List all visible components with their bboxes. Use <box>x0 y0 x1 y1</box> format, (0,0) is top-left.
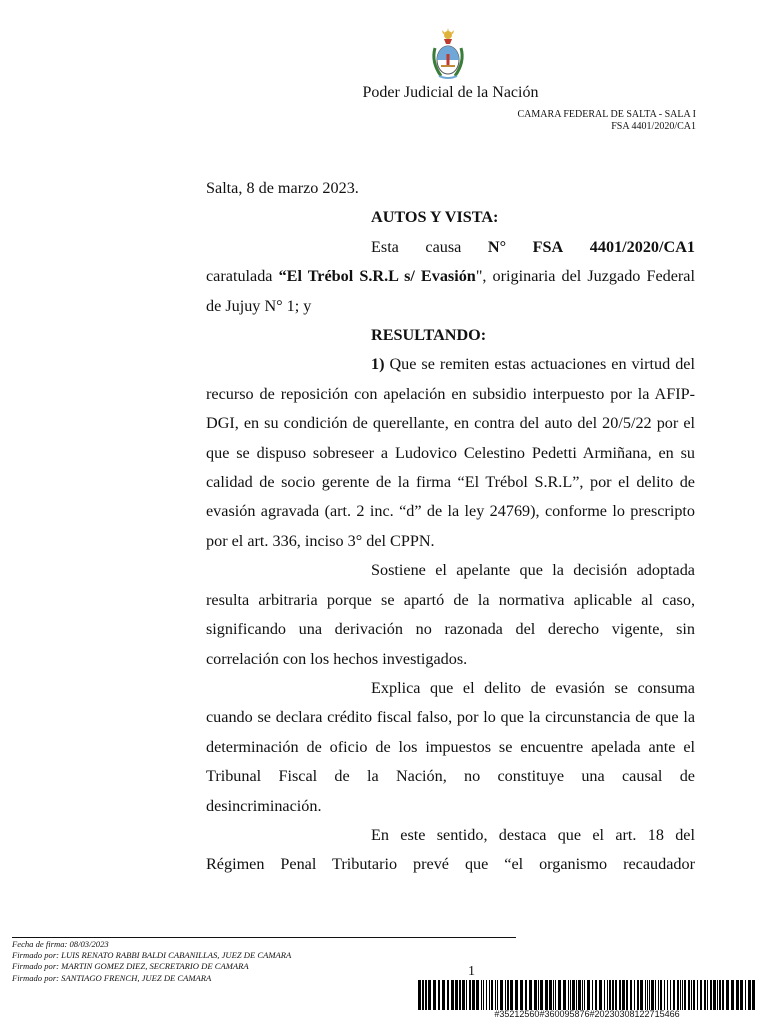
date-line: Salta, 8 de marzo 2023. <box>206 179 359 197</box>
autos-heading: AUTOS Y VISTA: <box>371 208 499 227</box>
caratulada-suffix: ", originaria del Juzgado Federal de Jujuy N° 1; y <box>206 267 695 315</box>
institution-name: Poder Judicial de la Nación <box>362 84 539 101</box>
paragraph-3: Explica que el delito de evasión se consuma cuando se declara crédito fiscal falso, por lo que la circunstancia de que la determinación de oficio de los impuestos se encuentre apelada ante el Tribunal Fiscal de la Nación, no constituye una causal de desincriminación. <box>206 678 695 815</box>
paragraph-1-number: 1) <box>371 355 385 374</box>
case-intro-line <box>206 233 695 262</box>
resultando-heading: RESULTANDO: <box>371 326 487 345</box>
caratulada-paragraph <box>206 262 695 321</box>
resolution-body <box>206 174 695 880</box>
case-intro-no: N° <box>487 237 507 256</box>
signature-line: Firmado por: MARTIN GOMEZ DIEZ, SECRETARIO DE CAMARA <box>12 961 249 972</box>
national-coat-of-arms-icon <box>429 26 467 82</box>
case-intro-fsa: FSA <box>532 237 564 256</box>
case-intro-ref: 4401/2020/CA1 <box>589 237 695 256</box>
barcode-icon <box>418 980 756 1010</box>
court-name: CAMARA FEDERAL DE SALTA - SALA I <box>517 109 696 120</box>
court-header <box>336 109 696 133</box>
caratulada-prefix: caratulada <box>206 267 279 286</box>
paragraph-2: Sostiene el apelante que la decisión adoptada resulta arbitraria porque se apartó de la normativa aplicable al caso, significando una derivación no razonada del derecho vigente, sin correlación con los hechos investigados. <box>206 561 695 668</box>
paragraph-4: En este sentido, destaca que el art. 18 del Régimen Penal Tributario prevé que “el organismo recaudador <box>206 825 695 874</box>
signature-line: Firmado por: LUIS RENATO RABBI BALDI CABANILLAS, JUEZ DE CAMARA <box>12 950 292 961</box>
signature-divider <box>12 937 516 938</box>
barcode-text: #35212560#360095876#20230308122715466 <box>494 1009 680 1019</box>
case-intro-word2: causa <box>425 237 462 256</box>
caratulada-title: “El Trébol S.R.L s/ Evasión <box>278 267 476 286</box>
case-intro-word1: Esta <box>371 237 399 256</box>
signature-block <box>12 939 291 984</box>
paragraph-1-text: Que se remiten estas actuaciones en virtud del recurso de reposición con apelación en subsidio interpuesto por la AFIP-DGI, en su condición de querellante, en contra del auto del 20/5/22 por el que se dispuso sobreseer a Ludovico Celestino Pedetti Armiñana, en su calidad de socio gerente de la firma “El Trébol S.R.L”, por el delito de evasión agravada (art. 2 inc. “d” de la ley 24769), conforme lo prescripto por el art. 336, inciso 3° del CPPN. <box>206 355 695 550</box>
paragraph-1 <box>206 350 695 556</box>
signature-line: Firmado por: SANTIAGO FRENCH, JUEZ DE CAMARA <box>12 972 212 983</box>
page-number: 1 <box>468 964 475 979</box>
case-number: FSA 4401/2020/CA1 <box>611 121 696 132</box>
signature-date: Fecha de firma: 08/03/2023 <box>12 939 109 949</box>
